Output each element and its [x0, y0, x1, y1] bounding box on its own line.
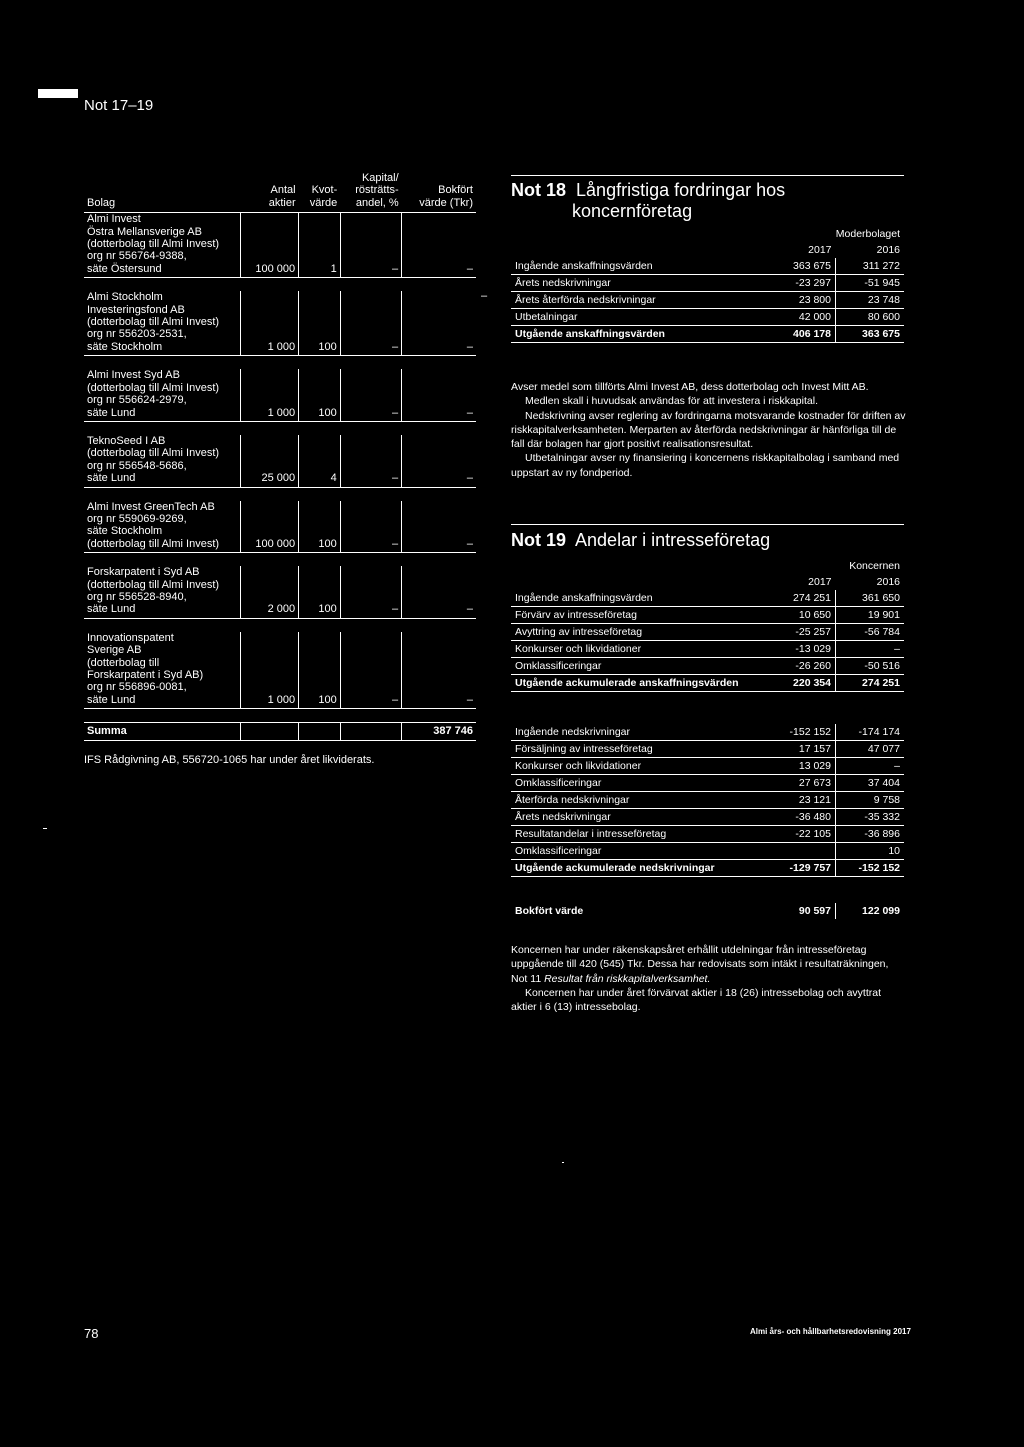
value-2016: 274 251 — [836, 675, 905, 692]
table-row — [511, 590, 904, 607]
bokfort-value: – — [402, 369, 476, 421]
antal-value: 2 000 — [241, 566, 299, 618]
value-2017: 10 650 — [767, 607, 836, 624]
summa-label: Summa — [84, 723, 241, 740]
row-label: Utgående ackumulerade nedskrivningar — [511, 860, 767, 877]
kapital-value: – — [340, 291, 401, 356]
not19-table — [511, 558, 904, 692]
table-row — [511, 292, 904, 309]
row-label: Utbetalningar — [511, 309, 767, 326]
not18-number: Not 18 — [511, 180, 567, 200]
table-row — [511, 607, 904, 624]
company-name: Almi Stockholm Investeringsfond AB (dotterbolag till Almi Invest) org nr 556203-2531, säte Stockholm — [84, 291, 241, 356]
value-2017: 406 178 — [767, 326, 836, 343]
not18-entity: Moderbolaget — [835, 228, 900, 240]
value-2016: -152 152 — [836, 860, 905, 877]
value-2016: 9 758 — [836, 792, 905, 809]
value-2017: 23 800 — [767, 292, 836, 309]
scan-dot — [562, 1162, 564, 1163]
row-label: Resultatandelar i intresseföretag — [511, 826, 767, 843]
company-name: Almi Invest GreenTech AB org nr 559069-9269, säte Stockholm (dotterbolag till Almi Invest) — [84, 501, 241, 553]
footer-doc-title: Almi års- och hållbarhetsredovisning 2017 — [750, 1327, 911, 1336]
not19-entity: Koncernen — [849, 560, 900, 572]
value-2016: 37 404 — [836, 775, 905, 792]
kapital-value: – — [340, 435, 401, 487]
value-2016: -50 516 — [836, 658, 905, 675]
not18-title — [511, 180, 785, 222]
scan-dot — [43, 828, 47, 829]
row-label: Återförda nedskrivningar — [511, 792, 767, 809]
row-label: Årets nedskrivningar — [511, 809, 767, 826]
table-row — [511, 309, 904, 326]
table-row — [84, 501, 476, 553]
row-label: Utgående ackumulerade anskaffningsvärden — [511, 675, 767, 692]
table-row — [511, 641, 904, 658]
not19-text — [511, 943, 906, 1014]
col-bokfort: Bokfört värde (Tkr) — [402, 172, 476, 213]
value-2017: 42 000 — [767, 309, 836, 326]
table-row — [84, 213, 476, 278]
not18-text — [511, 380, 906, 480]
not18-para: Medlen skall i huvudsak användas för att investera i riskkapital. — [525, 395, 818, 408]
not19-table-2 — [511, 724, 904, 877]
col-kapital: Kapital/ rösträtts- andel, % — [340, 172, 401, 213]
table-row — [511, 792, 904, 809]
table-row — [511, 843, 904, 860]
ifs-note: IFS Rådgivning AB, 556720-1065 har under året likviderats. — [84, 754, 375, 766]
value-2017: 23 121 — [767, 792, 836, 809]
table-header-row — [84, 172, 476, 213]
row-label: Omklassificeringar — [511, 775, 767, 792]
table-row — [84, 566, 476, 618]
not19-number: Not 19 — [511, 530, 567, 550]
table-row — [511, 275, 904, 292]
not18-title-line2: koncernföretag — [572, 201, 693, 221]
not19-title — [511, 530, 770, 551]
bokfort-v1: 90 597 — [767, 903, 836, 919]
page-number: 78 — [84, 1326, 99, 1341]
antal-value: 100 000 — [241, 501, 299, 553]
table-row — [511, 775, 904, 792]
subsidiaries-table — [84, 172, 476, 741]
page-header: Not 17–19 — [84, 97, 154, 114]
table-row — [511, 860, 904, 877]
header-mark — [38, 89, 78, 98]
summa-row — [84, 723, 476, 740]
not19-para1: Koncernen har under räkenskapsåret erhållit utdelningar från intresseföretag uppgående till 420 (545) Tkr. Dessa har redovisats som intäkt i resultaträkningen, Not 11 Resultat från riskkapitalverksamhet. — [511, 944, 889, 985]
kvot-value: 100 — [299, 632, 341, 709]
value-2017: 274 251 — [767, 590, 836, 607]
bokfort-value: – — [402, 566, 476, 618]
table-row — [511, 675, 904, 692]
table-row — [511, 624, 904, 641]
summa-value: 387 746 — [402, 723, 476, 740]
not18-title-line1: Långfristiga fordringar hos — [576, 180, 786, 200]
bokfort-value: – — [402, 632, 476, 709]
antal-value: 100 000 — [241, 213, 299, 278]
company-name: TeknoSeed I AB (dotterbolag till Almi Invest) org nr 556548-5686, säte Lund — [84, 435, 241, 487]
antal-value: 1 000 — [241, 369, 299, 421]
not18-year1: 2017 — [808, 244, 832, 256]
bokfort-label: Bokfört värde — [515, 905, 584, 917]
not19-year1: 2017 — [808, 576, 832, 588]
not18-para: Avser medel som tillförts Almi Invest AB, dess dotterbolag och Invest Mitt AB. — [511, 381, 869, 393]
value-2017 — [767, 843, 836, 860]
bokfort-value: – — [402, 291, 476, 356]
kapital-value: – — [340, 213, 401, 278]
not18-rule — [511, 175, 904, 176]
row-label: Omklassificeringar — [511, 658, 767, 675]
table-row — [84, 632, 476, 709]
table-row — [511, 826, 904, 843]
bokfort-value: – — [402, 213, 476, 278]
bokfort-v2: 122 099 — [862, 905, 900, 917]
value-2017: -25 257 — [767, 624, 836, 641]
value-2016: 47 077 — [836, 741, 905, 758]
kapital-value: – — [340, 369, 401, 421]
value-2017: 17 157 — [767, 741, 836, 758]
not19-rule — [511, 524, 904, 525]
not19-para2: Koncernen har under året förvärvat aktier i 18 (26) intressebolag och avyttrat aktier i 6 (13) intressebolag. — [511, 986, 882, 1014]
col-bolag: Bolag — [84, 172, 241, 213]
value-2017: -22 105 — [767, 826, 836, 843]
value-2017: -152 152 — [767, 724, 836, 741]
value-2016: -36 896 — [836, 826, 905, 843]
value-2017: -26 260 — [767, 658, 836, 675]
row-label: Avyttring av intresseföretag — [511, 624, 767, 641]
table-row — [84, 369, 476, 421]
kvot-value: 1 — [299, 213, 341, 278]
antal-value: 25 000 — [241, 435, 299, 487]
kvot-value: 100 — [299, 566, 341, 618]
value-2017: -36 480 — [767, 809, 836, 826]
table-row — [511, 658, 904, 675]
value-2016: 10 — [836, 843, 905, 860]
company-name: Forskarpatent i Syd AB (dotterbolag till Almi Invest) org nr 556528-8940, säte Lund — [84, 566, 241, 618]
value-2017: -23 297 — [767, 275, 836, 292]
table-row — [511, 758, 904, 775]
antal-value: 1 000 — [241, 632, 299, 709]
row-label: Ingående anskaffningsvärden — [511, 590, 767, 607]
row-label: Förvärv av intresseföretag — [511, 607, 767, 624]
value-2016: -51 945 — [836, 275, 905, 292]
value-2017: 363 675 — [767, 258, 836, 275]
not19-bokfort — [511, 903, 904, 919]
value-2016: 363 675 — [836, 326, 905, 343]
not18-para: Utbetalningar avser ny finansiering i koncernens riskkapitalbolag i samband med uppstart av ny fondperiod. — [511, 452, 900, 479]
row-label: Ingående nedskrivningar — [511, 724, 767, 741]
company-name: Almi Invest Östra Mellansverige AB (dotterbolag till Almi Invest) org nr 556764-9388, säte Östersund — [84, 213, 241, 278]
table-row — [84, 291, 476, 356]
value-2016: – — [836, 641, 905, 658]
row-label: Årets nedskrivningar — [511, 275, 767, 292]
row-label: Försäljning av intresseföretag — [511, 741, 767, 758]
value-2016: 311 272 — [836, 258, 905, 275]
value-2017: -13 029 — [767, 641, 836, 658]
not18-table — [511, 226, 904, 343]
table-row — [84, 435, 476, 487]
row-label: Utgående anskaffningsvärden — [511, 326, 767, 343]
value-2016: -174 174 — [836, 724, 905, 741]
kapital-value: – — [340, 566, 401, 618]
row-label: Årets återförda nedskrivningar — [511, 292, 767, 309]
not18-para: Nedskrivning avser reglering av fordringarna motsvarande kostnader för driften av riskkapitalverksamheten. Merparten av återförda nedskrivningar är hänförliga till de fall där bolagen har gjort positivt realisationsresultat. — [511, 409, 906, 451]
kapital-value: – — [340, 632, 401, 709]
row-label: Ingående anskaffningsvärden — [511, 258, 767, 275]
not19-para1-italic: Resultat från riskkapitalverksamhet. — [544, 972, 711, 985]
value-2017: 13 029 — [767, 758, 836, 775]
col-antal: Antal aktier — [241, 172, 299, 213]
kvot-value: 100 — [299, 291, 341, 356]
bokfort-value: – — [402, 435, 476, 487]
row-label: Konkurser och likvidationer — [511, 758, 767, 775]
row-label: Konkurser och likvidationer — [511, 641, 767, 658]
company-name: Almi Invest Syd AB (dotterbolag till Almi Invest) org nr 556624-2979, säte Lund — [84, 369, 241, 421]
kvot-value: 100 — [299, 501, 341, 553]
table-row — [511, 809, 904, 826]
col-kvot: Kvot- värde — [299, 172, 341, 213]
not19-title-text: Andelar i intresseföretag — [575, 530, 771, 550]
value-2017: -129 757 — [767, 860, 836, 877]
table-row — [511, 258, 904, 275]
value-2016: 23 748 — [836, 292, 905, 309]
value-2017: 220 354 — [767, 675, 836, 692]
stray-dash: – — [481, 290, 488, 302]
value-2016: 19 901 — [836, 607, 905, 624]
value-2016: -35 332 — [836, 809, 905, 826]
row-label: Omklassificeringar — [511, 843, 767, 860]
value-2017: 27 673 — [767, 775, 836, 792]
table-row — [511, 741, 904, 758]
value-2016: -56 784 — [836, 624, 905, 641]
table-row — [511, 724, 904, 741]
kvot-value: 4 — [299, 435, 341, 487]
value-2016: – — [836, 758, 905, 775]
company-name: Innovationspatent Sverige AB (dotterbolag till Forskarpatent i Syd AB) org nr 556896-0081, säte Lund — [84, 632, 241, 709]
not18-year2: 2016 — [876, 244, 900, 256]
value-2016: 80 600 — [836, 309, 905, 326]
antal-value: 1 000 — [241, 291, 299, 356]
kapital-value: – — [340, 501, 401, 553]
not19-year2: 2016 — [876, 576, 900, 588]
table-row — [511, 326, 904, 343]
kvot-value: 100 — [299, 369, 341, 421]
value-2016: 361 650 — [836, 590, 905, 607]
bokfort-value: – — [402, 501, 476, 553]
subsidiaries-body — [84, 213, 476, 709]
